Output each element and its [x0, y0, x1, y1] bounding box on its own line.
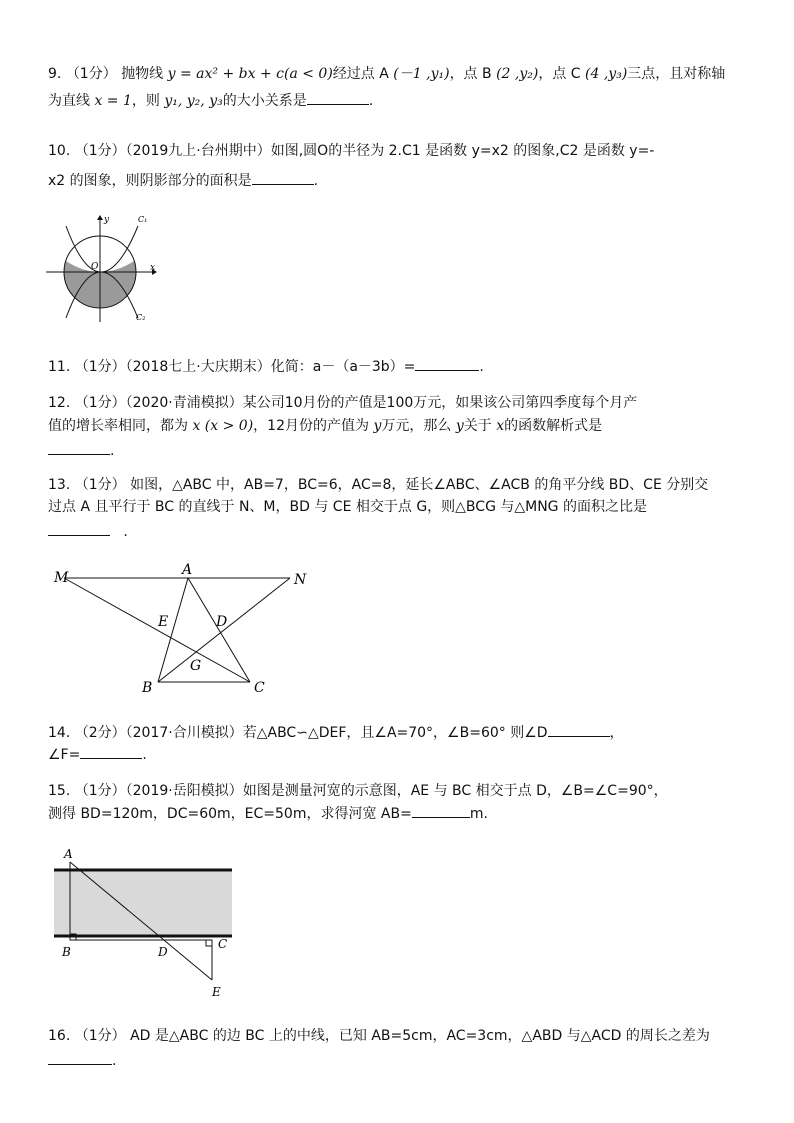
q13-label-c: C [254, 680, 265, 696]
q10-text: 如图,圆O的半径为 2.C1 是函数 y=x2 的图象,C2 是函数 y=- [270, 143, 655, 159]
q13-line-bn [158, 578, 290, 682]
q15-score: （1分） [74, 783, 126, 799]
q14-score: （2分） [74, 725, 126, 741]
q9-text: 经过点 A [332, 66, 389, 82]
q9-text: ，点 C [538, 66, 581, 82]
q12-score: （1分） [74, 395, 126, 411]
q9-point-b: (2 ,y₂) [496, 66, 539, 82]
q10-label-y: y [104, 215, 110, 225]
q13-answer-blank[interactable] [48, 521, 110, 536]
q15-label-a: A [64, 847, 73, 861]
q12-text: 值的增长率相同，都为 [48, 418, 188, 434]
q9-text: 三点，且对称轴 [627, 66, 726, 82]
q9-text: 为直线 [48, 93, 90, 109]
q14-answer-blank-d[interactable] [548, 722, 610, 737]
q14-number: 14. [48, 725, 71, 741]
q10-source: （2019九上·台州期中） [125, 143, 271, 159]
q12-text: 万元，那么 [381, 418, 452, 434]
q12-answer-blank[interactable] [48, 440, 110, 455]
q11-source: （2018七上·大庆期末） [125, 359, 271, 375]
q9-point-c: (4 ,y₃) [585, 66, 628, 82]
q10-number: 10. [48, 143, 71, 159]
q16-line1 [48, 1026, 710, 1046]
q11-text: 化简：a－（a－3b）= [270, 359, 416, 375]
q14-line2 [48, 744, 147, 765]
q16-score: （1分） [74, 1028, 126, 1044]
q10-score: （1分） [74, 143, 126, 159]
q9-text: 抛物线 [121, 66, 164, 82]
q14-answer-blank-f[interactable] [80, 744, 142, 759]
q9-line1 [48, 64, 725, 84]
q9-point-a: (－1 ,y₁) [393, 66, 450, 82]
q15-right-angle-c [206, 940, 212, 946]
q15-label-c: C [218, 937, 228, 951]
q10-label-o: O [91, 262, 99, 272]
q15-line2 [48, 803, 488, 824]
q13-label-n: N [294, 572, 307, 588]
q16-number: 16. [48, 1028, 71, 1044]
q13-label-d: D [216, 614, 228, 630]
q13-side-ab [158, 578, 188, 682]
q10-answer-blank[interactable] [252, 170, 314, 185]
q10-line2 [48, 170, 318, 191]
q9-line2 [48, 90, 373, 111]
q13-label-e: E [158, 614, 169, 630]
q12-source: （2020·青浦模拟） [125, 395, 243, 411]
q15-text: m. [469, 806, 488, 822]
q10-label-c1: C₁ [138, 215, 148, 224]
q15-text: 如图是测量河宽的示意图，AE 与 BC 相交于点 D，∠B=∠C=90°， [242, 783, 668, 799]
q11-number: 11. [48, 359, 71, 375]
q13-line-cm [64, 578, 250, 682]
q12-line1 [48, 393, 637, 413]
q10-figure [44, 212, 164, 324]
q9-ys: y₁, y₂, y₃ [164, 93, 223, 109]
q16-text: AD 是△ABC 的边 BC 上的中线，已知 AB=5cm，AC=3cm，△ABD 与△ACD 的周长之差为 [130, 1028, 710, 1044]
q15-river [54, 870, 232, 936]
q9-text: 的大小关系是 [222, 93, 307, 109]
q15-label-b: B [62, 945, 71, 959]
q12-var-x: x [496, 418, 505, 434]
q14-text: ， [609, 725, 624, 741]
q12-text: . [110, 443, 115, 459]
q13-text: 如图，△ABC 中，AB=7，BC=6，AC=8，延长∠ABC、∠ACB 的角平分线 BD、CE 分别交 [130, 477, 709, 493]
q9-number: 9. [48, 66, 62, 82]
q10-label-c2: C₂ [136, 313, 146, 322]
q12-condition: x (x > 0) [192, 418, 254, 434]
q15-answer-blank[interactable] [412, 803, 470, 818]
q13-figure [50, 562, 320, 696]
q15-figure [46, 842, 246, 1002]
q15-source: （2019·岳阳模拟） [125, 783, 243, 799]
q13-text: 过点 A 且平行于 BC 的直线于 N、M，BD 与 CE 相交于点 G，则△BCG 与△MNG 的面积之比是 [48, 499, 647, 515]
q15-text: 测得 BD=120m，DC=60m，EC=50m，求得河宽 AB= [48, 806, 412, 822]
q14-text: 若△ABC∽△DEF，且∠A=70°，∠B=60° 则∠D [242, 725, 548, 741]
q10-text: x2 的图象，则阴影部分的面积是 [48, 173, 252, 189]
q12-text: ，12月份的产值为 [253, 418, 369, 434]
q9-score: （1分） [65, 66, 117, 82]
q10-text: . [313, 173, 319, 189]
q13-number: 13. [48, 477, 71, 493]
q16-line2 [48, 1050, 116, 1071]
q16-answer-blank[interactable] [48, 1050, 112, 1065]
q14-source: （2017·合川模拟） [125, 725, 243, 741]
q11-line1 [48, 356, 484, 377]
q9-answer-blank[interactable] [307, 90, 369, 105]
q11-text: . [479, 359, 484, 375]
q13-line2 [48, 497, 647, 517]
q12-text: 的函数解析式是 [504, 418, 603, 434]
q12-line3 [48, 440, 114, 461]
q14-line1 [48, 722, 624, 743]
q13-text: . [123, 524, 128, 540]
q13-line1 [48, 475, 708, 495]
q9-text: ，则 [131, 93, 160, 109]
q13-label-b: B [142, 680, 153, 696]
q9-text: ，点 B [449, 66, 492, 82]
q12-line2 [48, 416, 602, 436]
q14-text: ∠F= [48, 747, 81, 763]
q12-number: 12. [48, 395, 71, 411]
q15-label-e: E [212, 985, 221, 999]
q13-label-a: A [182, 562, 193, 578]
q15-line1 [48, 781, 668, 801]
q12-var-y: y [455, 418, 464, 434]
q14-text: . [142, 747, 147, 763]
q10-line1 [48, 141, 654, 161]
q10-label-x: x [150, 263, 156, 273]
q13-label-g: G [190, 658, 202, 674]
q12-var-y: y [373, 418, 382, 434]
q12-text: 某公司10月份的产值是100万元，如果该公司第四季度每个月产 [242, 395, 638, 411]
q15-number: 15. [48, 783, 71, 799]
q9-axis: x = 1 [94, 93, 132, 109]
q13-line3 [48, 521, 128, 542]
q15-label-d: D [158, 945, 168, 959]
q11-score: （1分） [74, 359, 126, 375]
q13-label-m: M [54, 570, 69, 586]
q11-answer-blank[interactable] [415, 356, 479, 371]
q16-text: . [112, 1053, 117, 1069]
q9-equation: y = ax² + bx + c(a < 0) [167, 66, 333, 82]
q13-score: （1分） [74, 477, 126, 493]
q9-text: . [368, 93, 374, 109]
q12-text: 关于 [463, 418, 492, 434]
